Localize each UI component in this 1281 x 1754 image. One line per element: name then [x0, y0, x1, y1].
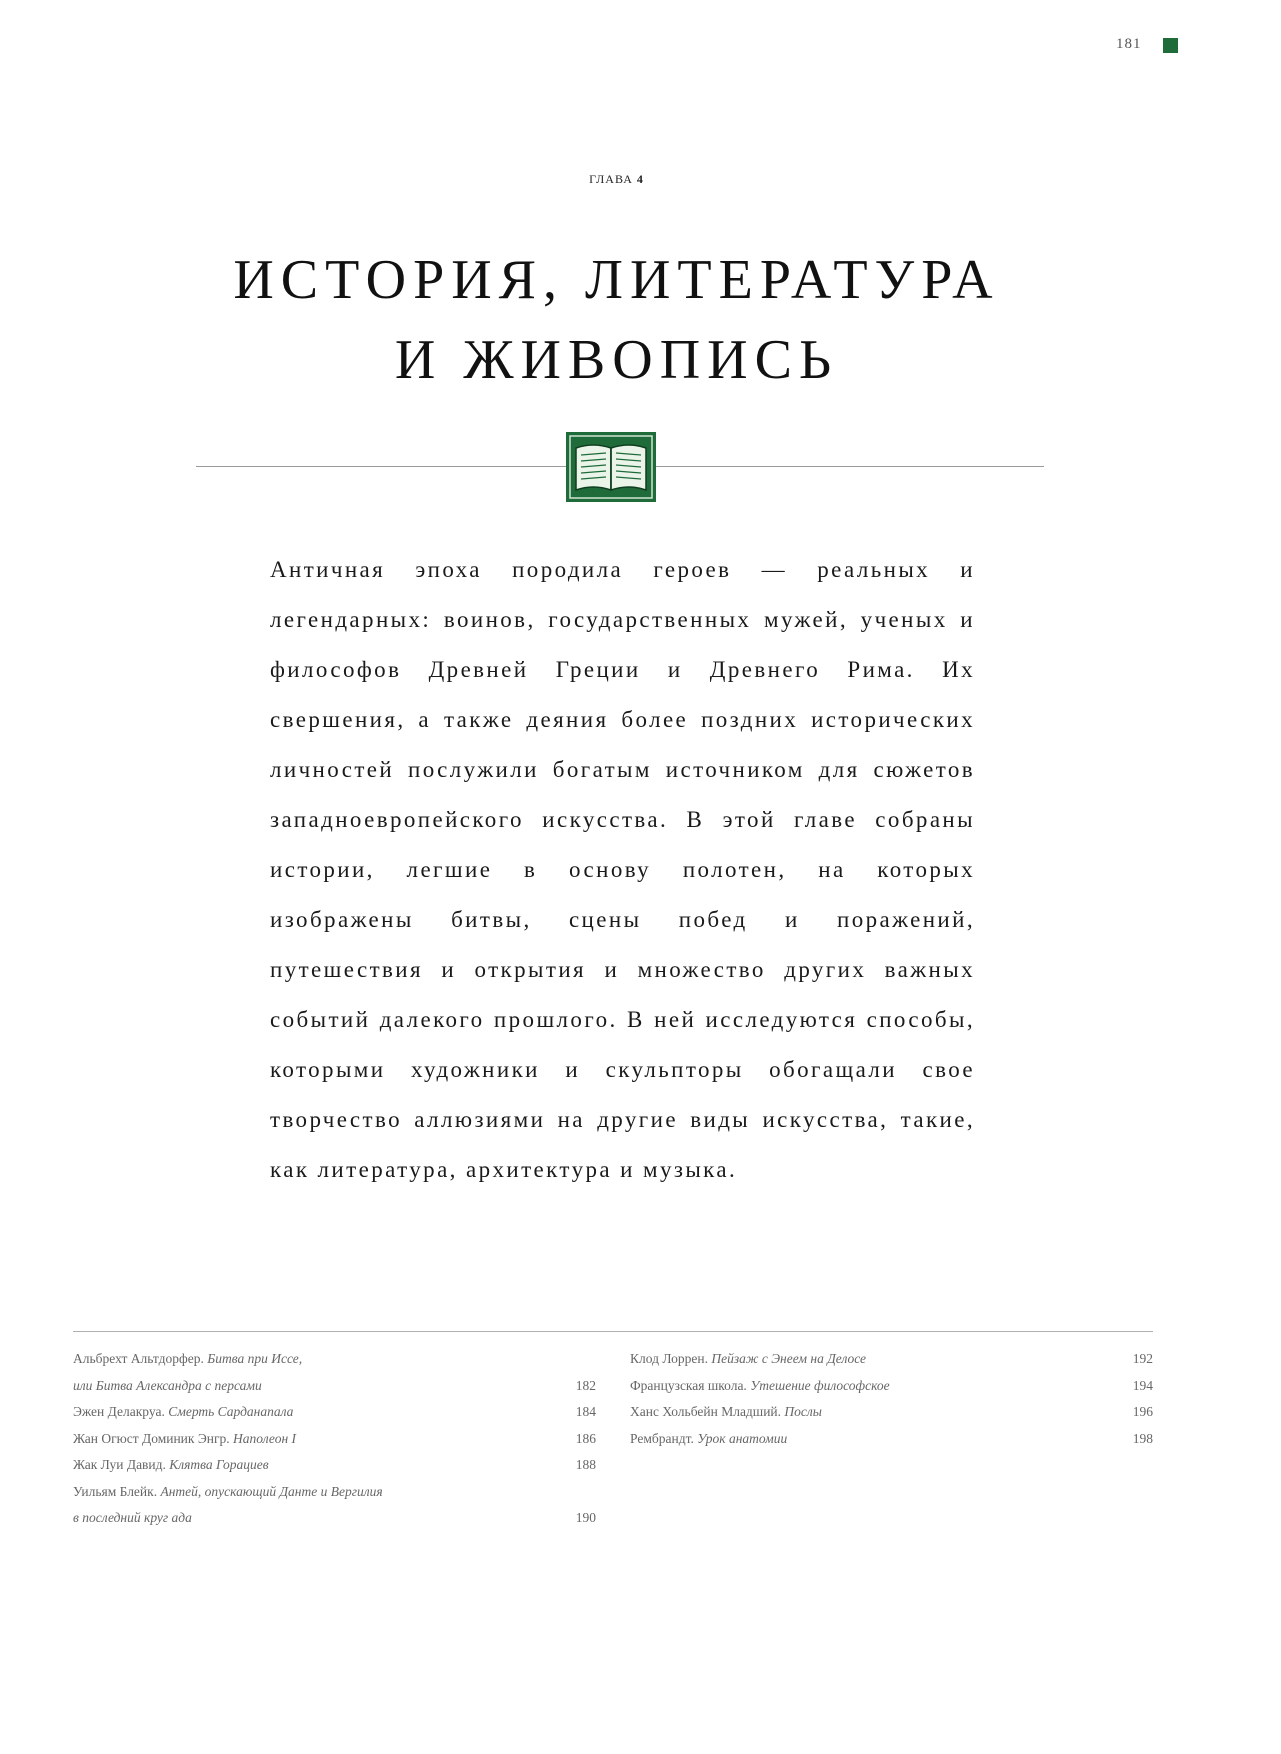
chapter-title [0, 240, 1233, 400]
toc-page: 184 [575, 1404, 596, 1419]
toc-work: или Битва Александра с персами [73, 1377, 262, 1393]
chapter-label-text: ГЛАВА [589, 172, 633, 186]
toc-entry[interactable] [630, 1399, 1153, 1426]
toc-rule [73, 1331, 1153, 1332]
toc-page: 188 [575, 1457, 596, 1472]
toc-work: Антей, опускающий Данте и Вергилия [160, 1483, 383, 1499]
toc-entry[interactable] [630, 1373, 1153, 1400]
intro-paragraph: Античная эпоха породила героев — реальных и легендарных: воинов, государственных мужей, ученых и философов Древней Греции и Древнего Рима. Их свершения, а также деяния более поздних исторических личностей послужили богатым источником для сюжетов западноевропейского искусства. В этой главе собраны истории, легшие в основу полотен, на которых изображены битвы, сцены побед и поражений, путешествия и открытия и множество других важных событий далекого прошлого. В ней исследуются способы, которыми художники и скульпторы обогащали свое творчество аллюзиями на другие виды искусства, такие, как литература, архитектура и музыка. [270, 557, 975, 1182]
chapter-title-line-2: И ЖИВОПИСЬ [394, 329, 839, 391]
toc-artist: Клод Лоррен. [630, 1351, 709, 1366]
toc-artist: Альбрехт Альтдорфер. [73, 1351, 204, 1366]
chapter-number: 4 [636, 172, 644, 186]
toc-entry[interactable] [73, 1452, 596, 1479]
toc-artist: Уильям Блейк. [73, 1483, 158, 1499]
page-marker [1163, 38, 1178, 53]
toc-entry[interactable] [73, 1346, 596, 1373]
toc-work: Клятва Горациев [169, 1457, 269, 1472]
toc-page: 196 [1132, 1404, 1153, 1419]
toc-entry[interactable] [73, 1426, 596, 1453]
open-book-icon [566, 432, 656, 502]
toc-artist: Жак Луи Давид. [73, 1457, 166, 1472]
toc-entry[interactable] [73, 1373, 596, 1400]
toc-left-column [73, 1346, 596, 1532]
toc-page: 194 [1132, 1377, 1153, 1393]
toc-work: Битва при Иссе, [207, 1351, 303, 1366]
toc-artist: Эжен Делакруа. [73, 1404, 165, 1419]
toc-work: Урок анатомии [697, 1430, 788, 1446]
toc-work: Наполеон I [233, 1430, 297, 1446]
toc-artist: Жан Огюст Доминик Энгр. [73, 1430, 230, 1446]
toc-page: 186 [575, 1430, 596, 1446]
toc-entry[interactable] [630, 1426, 1153, 1453]
toc-entry[interactable] [73, 1505, 596, 1532]
toc-work: Смерть Сарданапала [168, 1404, 294, 1419]
page-number: 181 [1116, 36, 1142, 52]
toc-artist: Ханс Хольбейн Младший. [630, 1404, 782, 1419]
toc-entry[interactable] [630, 1346, 1153, 1373]
toc-work: в последний круг ада [73, 1510, 192, 1525]
toc-right-column [630, 1346, 1153, 1452]
toc-page: 198 [1132, 1430, 1153, 1446]
toc-page: 190 [575, 1510, 596, 1525]
toc-entry[interactable] [73, 1479, 596, 1506]
toc-work: Послы [784, 1404, 822, 1419]
toc-artist: Рембрандт. [630, 1430, 694, 1446]
toc-artist: Французская школа. [630, 1377, 747, 1393]
toc-entry[interactable] [73, 1399, 596, 1426]
toc-work: Утешение философское [750, 1377, 890, 1393]
chapter-title-line-1: ИСТОРИЯ, ЛИТЕРАТУРА [233, 249, 1000, 311]
toc-page: 182 [575, 1377, 596, 1393]
chapter-label [0, 172, 1233, 187]
toc-work: Пейзаж с Энеем на Делосе [711, 1351, 867, 1366]
toc-page: 192 [1132, 1351, 1153, 1366]
